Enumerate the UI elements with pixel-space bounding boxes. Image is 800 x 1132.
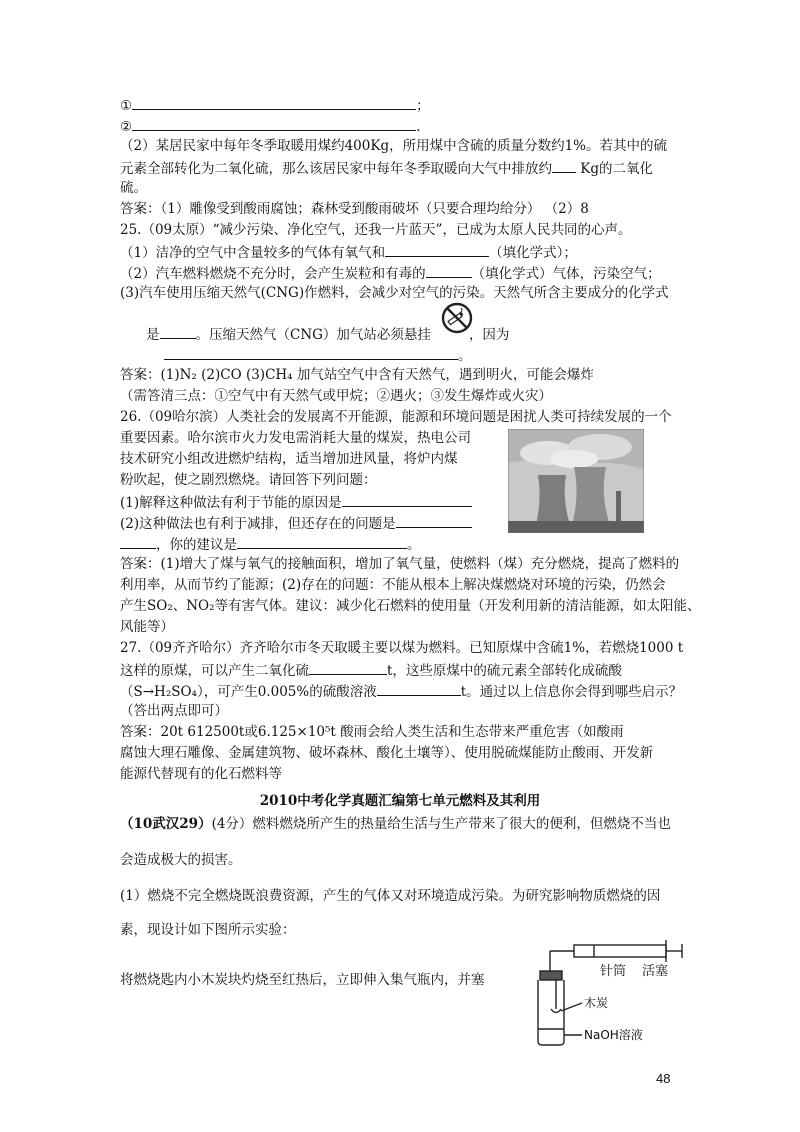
section-heading: 2010中考化学真题汇编第七单元燃料及其利用 xyxy=(259,793,541,809)
answer-line-2: ② . xyxy=(120,116,420,136)
text-line: （需答清三点：①空气中有天然气或甲烷；②遇火；③发生爆炸或火灾） xyxy=(120,388,552,404)
answer-text: 答案：(1)N₂ (2)CO (3)CH₄ 加气站空气中含有天然气，遇到明火，可能会爆炸 xyxy=(120,367,594,383)
text-line: 利用率，从而节约了能源；(2)存在的问题：不能从根本上解决煤燃烧对环境的污染，仍然会 xyxy=(120,577,666,593)
text-line: (2)这种做法也有利于减排，但还存在的问题是 xyxy=(120,513,472,533)
page-number: 48 xyxy=(656,1071,671,1086)
text-line: （2）某居民家中每年冬季取暖用煤约400Kg，所用煤中含硫的质量分数约1%。若其中的硫 xyxy=(120,138,667,154)
text-line: 会造成极大的损害。 xyxy=(120,852,242,868)
text-line: 产生SO₂、NO₂等有害气体。建议：减少化石燃料的使用量（开发利用新的清洁能源，如太阳能、 xyxy=(120,598,701,614)
answer-line-1: ① ； xyxy=(120,95,430,115)
no-smoking-sign-icon xyxy=(441,302,473,334)
text-line: 能源代替现有的化石燃料等 xyxy=(120,766,282,782)
text-line: 将燃烧匙内小木炭块灼烧至红热后，立即伸入集气瓶内，并塞 xyxy=(120,972,485,988)
label-piston: 活塞 xyxy=(642,964,669,979)
text-line: 腐蚀大理石雕像、金属建筑物、破坏森林、酸化土壤等）、使用脱硫煤能防止酸雨、开发新 xyxy=(120,745,654,761)
question-27: 27.（09齐齐哈尔）齐齐哈尔市冬天取暖主要以煤为燃料。已知原煤中含硫1%，若燃烧1000 t xyxy=(120,640,684,656)
text-line: 元素全部转化为二氧化硫，那么该居民家中每年冬季取暖向大气中排放约 Kg的二氧化 xyxy=(120,158,653,178)
text-line: 硫。 xyxy=(120,180,147,196)
text-line: 这样的原煤，可以产生二氧化硫 t，这些原煤中的硫元素全部转化成硫酸 xyxy=(120,660,622,680)
text-line: (1）燃烧不完全燃烧既浪费资源，产生的气体又对环境造成污染。为研究影响物质燃烧的因 xyxy=(120,888,661,904)
text-line: 。 xyxy=(164,345,472,365)
power-plant-cooling-towers-photo xyxy=(508,429,644,533)
text-line: 风能等） xyxy=(120,619,174,635)
answer-text: 答案：20t 612500t或6.125×10⁵t 酸雨会给人类生活和生态带来严重危害（如酸雨 xyxy=(120,724,624,740)
text-line: 粉吹起，使之剧烈燃烧。请回答下列问题： xyxy=(120,472,377,488)
answer-text: 答案：(1)增大了煤与氧气的接触面积，增加了氧气量，使燃料（煤）充分燃烧，提高了燃料的 xyxy=(120,556,680,572)
text-line: 素，现设计如下图所示实验： xyxy=(120,922,296,938)
text-line: 是 。压缩天然气（CNG）加气站必须悬挂 ，因为 xyxy=(146,324,509,344)
label-syringe: 针筒 xyxy=(600,964,627,979)
text-line: 重要因素。哈尔滨市火力发电需消耗大量的煤炭，热电公司 xyxy=(120,430,471,446)
question-26: 26.（09哈尔滨）人类社会的发展离不开能源，能源和环境问题是困扰人类可持续发展的一个 xyxy=(120,409,672,425)
text-line: (1)解释这种做法有利于节能的原因是 xyxy=(120,492,472,512)
label-charcoal: 木炭 xyxy=(584,996,609,1010)
text-line: （2）汽车燃料燃烧不充分时，会产生炭粒和有毒的 （填化学式）气体，污染空气； xyxy=(120,263,661,283)
question-25: 25.（09太原）“减少污染、净化空气，还我一片蓝天”，已成为太原人民共同的心声。 xyxy=(120,222,632,238)
text-line: （S→H₂SO₄），可产生0.005%的硫酸溶液 t。通过以上信息你会得到哪些启示？ xyxy=(120,681,682,701)
text-line: （1）洁净的空气中含量较多的气体有氧气和 （填化学式）； xyxy=(120,242,577,262)
answer-text: 答案：（1）雕像受到酸雨腐蚀；森林受到酸雨破坏（只要合理均给分） （2）8 xyxy=(120,201,589,217)
text-line: ，你的建议是 。 xyxy=(120,534,421,554)
question-wuhan-29: （10武汉29）(4分）燃料燃烧所产生的热量给生活与生产带来了很大的便利，但燃烧不当也 xyxy=(120,816,671,832)
experiment-apparatus-diagram xyxy=(534,923,694,1047)
text-line: 技术研究小组改进燃炉结构，适当增加进风量，将炉内煤 xyxy=(120,451,458,467)
label-naoh-solution: NaOH溶液 xyxy=(584,1028,643,1042)
text-line: （答出两点即可） xyxy=(120,703,228,719)
text-line: (3)汽车使用压缩天然气(CNG)作燃料，会减少对空气的污染。天然气所含主要成分的化学式 xyxy=(120,285,669,301)
